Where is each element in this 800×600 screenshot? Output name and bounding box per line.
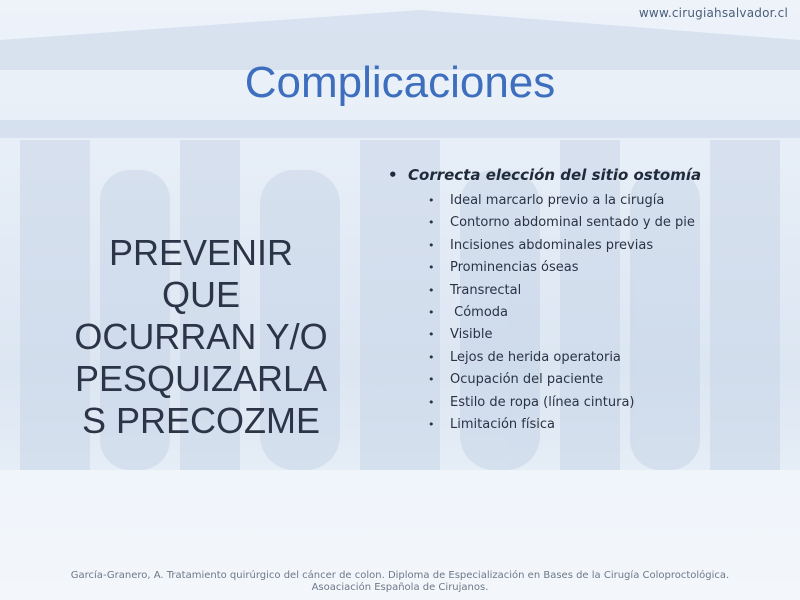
emphasis-line: QUE bbox=[161, 274, 240, 315]
list-item: • Ideal marcarlo previo a la cirugía bbox=[388, 190, 788, 212]
list-item: • Ocupación del paciente bbox=[388, 369, 788, 391]
emphasis-text bbox=[52, 232, 350, 442]
main-bullet-label: Correcta elección del sitio ostomía bbox=[408, 166, 702, 184]
bullet-dot-icon: • bbox=[428, 238, 435, 252]
emphasis-line: PREVENIR bbox=[108, 232, 294, 273]
bullet-dot-icon: • bbox=[388, 166, 398, 184]
bullet-dot-icon: • bbox=[428, 283, 435, 297]
list-item: • Visible bbox=[388, 324, 788, 346]
list-item: • Lejos de herida operatoria bbox=[388, 347, 788, 369]
bullet-dot-icon: • bbox=[428, 328, 435, 342]
emphasis-line: S PRECOZME bbox=[81, 400, 321, 441]
bullet-dot-icon: • bbox=[428, 194, 435, 207]
list-item: • Contorno abdominal sentado y de pie bbox=[388, 212, 788, 234]
site-url: www.cirugiahsalvador.cl bbox=[638, 6, 788, 20]
emphasis-line: OCURRAN Y/O bbox=[74, 316, 328, 357]
bullet-dot-icon: • bbox=[428, 350, 435, 364]
main-bullet bbox=[388, 164, 788, 186]
footer-line: Asoaciación Española de Cirujanos. bbox=[311, 582, 489, 593]
bullet-dot-icon: • bbox=[428, 417, 435, 431]
emphasis-line: PESQUIZARLA bbox=[74, 358, 328, 399]
bullet-dot-icon: • bbox=[428, 261, 435, 275]
sub-bullet-list bbox=[388, 190, 788, 436]
bullet-dot-icon: • bbox=[428, 216, 435, 230]
footer-line: García-Granero, A. Tratamiento quirúrgico del cáncer de colon. Diploma de Especialización en Bases de la Cirugía Coloproctológica. bbox=[70, 570, 730, 581]
list-item: • Limitación física bbox=[388, 414, 788, 436]
slide-title: Complicaciones bbox=[244, 58, 556, 107]
list-item: • Transrectal bbox=[388, 280, 788, 302]
bullet-list-area bbox=[388, 164, 788, 436]
footer-citation bbox=[0, 570, 800, 594]
list-item: • Estilo de ropa (línea cintura) bbox=[388, 392, 788, 414]
list-item: • Cómoda bbox=[388, 302, 788, 324]
bullet-dot-icon: • bbox=[428, 395, 435, 409]
list-item: • Prominencias óseas bbox=[388, 257, 788, 279]
bullet-dot-icon: • bbox=[428, 373, 435, 387]
list-item: • Incisiones abdominales previas bbox=[388, 235, 788, 257]
bullet-dot-icon: • bbox=[428, 305, 435, 319]
